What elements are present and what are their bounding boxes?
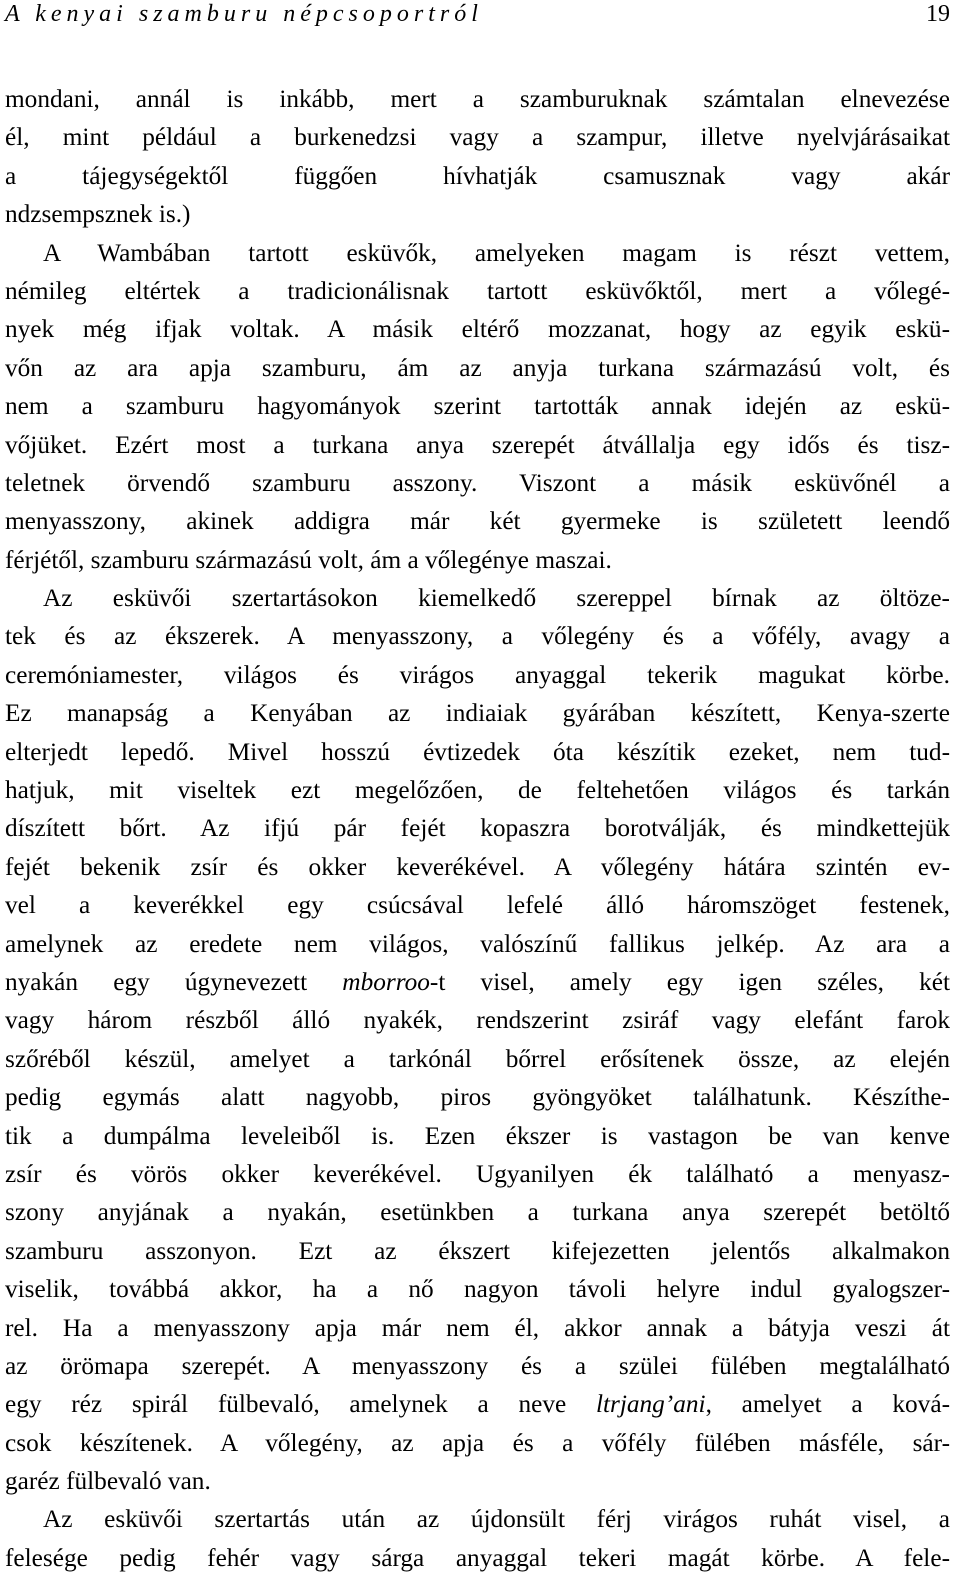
text-line: ceremóniamester, világos és virágos anyaggal tekerik magukat körbe.: [5, 660, 950, 689]
text-line: szamburu asszonyon. Ezt az ékszert kifejezetten jelentős alkalmakon: [5, 1236, 950, 1265]
text-line: felesége pedig fehér vagy sárga anyaggal tekeri magát körbe. A fele-: [5, 1543, 950, 1572]
text-line: viselik, továbbá akkor, ha a nő nagyon távoli helyre indul gyalogszer-: [5, 1275, 950, 1304]
text-line: vőjüket. Ezért most a turkana anya szerepét átvállalja egy idős és tisz-: [5, 430, 950, 459]
text-line: mondani, annál is inkább, mert a szamburuknak számtalan elnevezése: [5, 85, 950, 113]
running-header: [5, 0, 950, 38]
text-line: nyek még ifjak voltak. A másik eltérő mozzanat, hogy az egyik eskü-: [5, 315, 950, 344]
text-line: egy réz spirál fülbevaló, amelynek a neve ltrjang’ani, amelyet a ková-: [5, 1390, 950, 1419]
text-line: elterjedt lepedő. Mivel hosszú évtizedek óta készítik ezeket, nem tud-: [5, 737, 950, 766]
text-line: vel a keverékkel egy csúcsával lefelé álló háromszöget festenek,: [5, 891, 950, 920]
foreign-term: mborroo: [342, 967, 430, 996]
text-line: nyakán egy úgynevezett mborroo-t visel, amely egy igen széles, két: [5, 967, 950, 996]
text-line: az örömapa szerepét. A menyasszony és a szülei fülében megtalálható: [5, 1351, 950, 1380]
text-line: tik a dumpálma leveleiből is. Ezen ékszer is vastagon be van kenve: [5, 1121, 950, 1150]
text-line: Ez manapság a Kenyában az indiaiak gyárában készített, Kenya-szerte: [5, 699, 950, 728]
running-title: A kenyai szamburu népcsoportról: [5, 1, 483, 27]
text-line: menyasszony, akinek addigra már két gyermeke is született leendő: [5, 507, 950, 536]
text-line: vőn az ara apja szamburu, ám az anyja turkana származású volt, és: [5, 353, 950, 382]
text-line: pedig egymás alatt nagyobb, piros gyöngyöket találhatunk. Készíthe-: [5, 1083, 950, 1112]
text-line: némileg eltértek a tradicionálisnak tartott esküvőktől, mert a vőlegé-: [5, 276, 950, 305]
text-line: hatjuk, mit viseltek ezt megelőzően, de feltehetően világos és tarkán: [5, 776, 950, 805]
text-line: fejét bekenik zsír és okker keverékével. A vőlegény hátára szintén ev-: [5, 852, 950, 881]
text-line: Az esküvői szertartás után az újdonsült férj virágos ruhát visel, a: [43, 1505, 950, 1534]
text-line: vagy három részből álló nyakék, rendszerint zsiráf vagy elefánt farok: [5, 1006, 950, 1035]
text-line: szony anyjának a nyakán, esetünkben a turkana anya szerepét betöltő: [5, 1198, 950, 1227]
text-line: A Wambában tartott esküvők, amelyeken magam is részt vettem,: [43, 238, 950, 267]
text-line: nem a szamburu hagyományok szerint tartották annak idején az eskü-: [5, 392, 950, 421]
text-line: Az esküvői szertartásokon kiemelkedő szereppel bírnak az öltöze-: [43, 584, 950, 613]
text-line: teletnek örvendő szamburu asszony. Viszont a másik esküvőnél a: [5, 468, 950, 497]
text-line: szőréből készül, amelyet a tarkónál bőrrel erősítenek össze, az elején: [5, 1044, 950, 1073]
text-line: csok készítenek. A vőlegény, az apja és a vőfély fülében másféle, sár-: [5, 1428, 950, 1457]
text-line: amelynek az eredete nem világos, valószínű fallikus jelkép. Az ara a: [5, 929, 950, 958]
text-line: zsír és vörös okker keverékével. Ugyanilyen ék található a menyasz-: [5, 1159, 950, 1188]
text-line: rel. Ha a menyasszony apja már nem él, akkor annak a bátyja veszi át: [5, 1313, 950, 1342]
foreign-term: ltrjang’ani: [595, 1390, 706, 1419]
text-line: a tájegységektől függően hívhatják csamusznak vagy akár: [5, 161, 950, 190]
page-number: 19: [926, 1, 950, 27]
text-line: díszített bőrt. Az ifjú pár fejét kopaszra borotválják, és mindkettejük: [5, 814, 950, 843]
text-line: férjétől, szamburu származású volt, ám a vőlegénye maszai.: [5, 545, 612, 574]
body-text: [5, 80, 950, 1577]
text-line: él, mint például a burkenedzsi vagy a szampur, illetve nyelvjárásaikat: [5, 123, 950, 152]
text-line: ndzsempsznek is.): [5, 200, 191, 229]
text-line: garéz fülbevaló van.: [5, 1467, 211, 1496]
text-line: tek és az ékszerek. A menyasszony, a vőlegény és a vőfély, avagy a: [5, 622, 950, 651]
